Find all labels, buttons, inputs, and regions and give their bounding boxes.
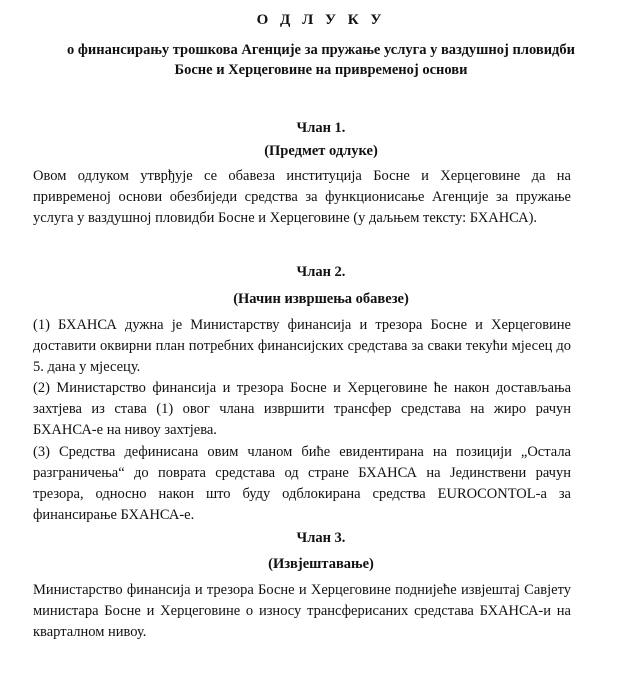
article-1-heading: Члан 1.: [296, 120, 346, 136]
article-2-paragraph-2: (2) Министарство финансија и трезора Босне и Херцеговине ће након достављања захтјева из става (1) овог члана извршити трансфер средстава на жиро рачун БХАНСА-е на нивоу захтјева.: [33, 380, 571, 438]
article-2-heading: Члан 2.: [296, 264, 346, 280]
article-2-subheading: (Начин извршења обавезе): [233, 291, 409, 307]
article-3-heading: Члан 3.: [296, 530, 346, 546]
article-2-paragraph-1: (1) БХАНСА дужна је Министарству финансија и трезора Босне и Херцеговине доставити оквирни план потребних финансијских средстава за сваки текући мјесец до 5. дана у мјесецу.: [33, 317, 571, 375]
document-title: О Д Л У К У: [256, 12, 386, 28]
article-1-subheading: (Предмет одлуке): [264, 143, 378, 159]
article-3-subheading: (Извјештавање): [268, 556, 374, 572]
document-subtitle-line1: о финансирању трошкова Агенције за пружање услуга у ваздушној пловидби: [67, 42, 575, 58]
article-2-paragraph-3: (3) Средства дефинисана овим чланом биће евидентирана на позицији „Остала разграничења“ до повратa средстава од стране БХАНСА на Јединствени рачун трезора, односно након што буду одблокирана средства EUROCONTOL-а за финансирање БХАНСА-е.: [33, 444, 571, 523]
document-subtitle-line2: Босне и Херцеговине на привременој основи: [174, 62, 468, 78]
article-3-paragraph-1: Министарство финансија и трезора Босне и Херцеговине поднијеће извјештај Савјету министара Босне и Херцеговине о износу трансферисаних средстава БХАНСА-и на кварталном нивоу.: [33, 582, 571, 640]
article-1-paragraph-1: Овом одлуком утврђује се обавеза институција Босне и Херцеговине да на привременој основи обезбиједи средства за функционисање Агенције за пружање услуга у ваздушној пловидби Босне и Херцеговине (у даљњем тексту: БХАНСА).: [33, 168, 571, 226]
